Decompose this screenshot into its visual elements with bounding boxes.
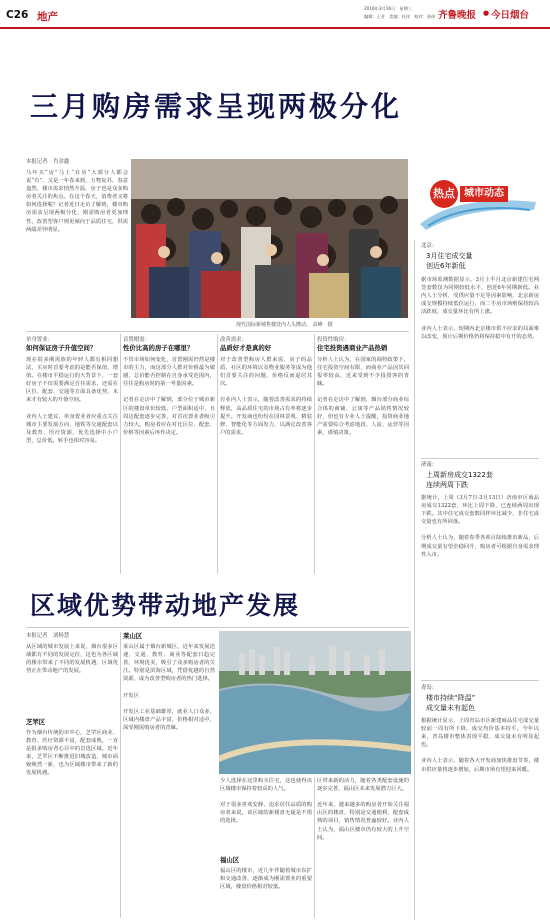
city-news-logo	[418, 176, 538, 232]
col-divider	[314, 334, 315, 574]
coastline-aerial-photo	[219, 631, 411, 774]
sidebar-heading: 楼市持续“降温”	[426, 694, 476, 702]
top-section-rule	[26, 331, 409, 332]
sidebar-rule	[421, 458, 539, 459]
col-divider	[217, 334, 218, 574]
sidebar-city: 青岛：	[421, 685, 438, 691]
sidebar-heading: 创近6年新低	[426, 262, 466, 270]
col-d-body: 分析人士认为，在国家的调控政策下，住宅投资空间有限，而商业产品因其回报率较高，近来受到不少投资客的青睐。 记者在走访中了解到，烟台部分商业综合体的商铺、公寓等产品销售情况较好，但也有专业人士提醒，投资商业地产需要综合考虑地段、人流、运营等因素，谨慎决策。	[317, 357, 409, 436]
col-divider	[120, 632, 121, 918]
masthead-rule	[0, 27, 550, 29]
sidebar-body: 根据统计显示，上周青岛市区新建商品住宅成交量较前一周有所下降，成交均价基本持平。今年以来，青岛楼市整体表现平稳，成交量未有明显起色。 业内人士表示，随着各大开发商加快推盘节奏，楼市供应量将逐步增加，后期市场有望迎来回暖。	[421, 718, 539, 773]
col-d-kicker: 投资性购房：	[317, 337, 350, 343]
col-divider	[120, 334, 121, 574]
logo-mark: 热点	[430, 180, 458, 208]
col-c-body: 对于改善型购房人群来说，房子的品质、社区的环境以及物业服务等成为他们首要关注的问题，价格反而退居其次。 有业内人士表示，随着改善需求的持续释放，高品质住宅的市场占有率将逐步提升。开发商也纷纷在园林景观、精装修、智能化等方面发力，以满足改善客户的需求。	[220, 357, 312, 436]
crowd-illustration	[131, 159, 408, 318]
col-d-heading: 住宅投资遇商业产品热销	[317, 344, 388, 352]
sidebar-divider	[414, 240, 415, 920]
sidebar-rule	[421, 680, 539, 681]
date-line-1: 2016年3月16日 星期三	[364, 6, 412, 11]
col-g-body2: 福山区的楼市，近几年伴随着城市东扩和交通改善，逐渐成为刚需置业的重要区域，楼盘价格相对较低。	[220, 868, 312, 891]
col-a-body: 现在很多刚需族的年轻人都有相同想法，买房时首要考虑的是能否保值、增值。在楼市平稳运行的大背景下，一套好房子不仅需要满足自住需求，还需在区位、配套、交通等方面具备优势，未来才有较大的升值空间。 业内人士建议，单身置业者应重点关注城市主要发展方向、地铁等交通配套以及教育、医疗资源，优先选择中小户型，总价低，转手也相对容易。	[26, 357, 118, 444]
col-e-subhead: 芝罘区	[26, 718, 46, 726]
brand-bullet: ●	[483, 9, 490, 17]
sidebar-heading: 上周新房成交1322套	[426, 471, 493, 479]
sidebar-heading: 3月住宅成交量	[426, 252, 473, 260]
brand-name: 齐鲁晚报	[438, 10, 477, 21]
col-a-kicker: 单身置业：	[26, 337, 53, 343]
col-c-heading: 品质好才是真的好	[220, 344, 272, 352]
col-a-heading: 如何保证房子升值空间？	[26, 344, 97, 352]
col-e-byline: 本报记者 刘杨慧	[26, 633, 70, 639]
sidebar-body: 据统计，上周（3月7日-3月13日）济南市区商品房成交1322套，环比上周下降，已连续两周出现下跌。其中住宅成交套数同样环比减少，非住宅成交量也有所回落。 分析人士认为，随着春季各项目陆续推出新品，后期成交量有望企稳回升，购房者可根据自身需求理性入市。	[421, 495, 539, 558]
sidebar-body: 据市场监测数据显示，3月上半月北京新建住宅网签套数仅为同期较低水平，创近6年同期新低。业内人士分析，受供应量不足等因素影响，北京新房成交规模持续低位运行，而二手房市场则保持较高活跃度，成交量环比有所上涨。 业内人士表示，短期内北京楼市供不应求的局面难以改变，预计后期价格仍将保持稳中有升的态势。	[421, 277, 539, 340]
col-e-intro: 从区域的城市发展上来说，烟台很多区域都有不同的发展定位，这也为各区域的楼市带来了不同的发展机遇，区域优势正在带动地产的发展。	[26, 644, 118, 675]
col-b-heading: 性价比高的房子在哪里？	[123, 344, 194, 352]
sidebar-heading: 连续两周下跌	[426, 481, 468, 489]
col-g-subhead: 福山区	[220, 856, 240, 864]
section-name: 地产	[37, 11, 58, 23]
page-number: C26	[6, 9, 29, 21]
logo-text: 城市动态	[460, 186, 508, 202]
masthead	[0, 0, 550, 30]
col-e-body: 作为烟台传统的市中心，芝罘区商业、教育、医疗资源丰富，配套成熟，一直是很多购房者心目中的首选区域。近年来，芝罘区不断推进旧城改造，城市面貌焕然一新，也为区域楼市带来了新的发展机遇。	[26, 730, 118, 777]
lead-byline: 本报记者 肖余鑫	[26, 159, 70, 165]
col-h-body: 区带来新的活力，随着各类配套设施的逐步完善，福山区未来发展潜力巨大。 近年来，越来越多的购房者开始关注福山区的楼盘，特别是交通便利、配套成熟的项目，销售情况普遍较好。业内人士认为，福山区楼市仍有较大的上升空间。	[317, 778, 409, 841]
lead-body: 马年买“房”马上“有房”大部分人都会说“有”，又是一年春来到，万物复苏，春意盎然，楼市需求悄然升温，房子也是众多购房者关注的焦点。在这个春天，消费者又将如何选择呢？记者近日走访了解到，楼市购房需求呈现两极分化，刚需购房者更加理性，改善型客户则更倾向于品质住宅，供需两端差异明显。	[26, 170, 128, 233]
col-divider	[314, 777, 315, 918]
col-b-body: 不管市场如何变化，首置刚需仍然是楼市的主力，而这部分人群对价格最为敏感，总价能否控制在自身承受范围内，往往是购房时的第一考量因素。 记者在走访中了解到，部分位于城市新区的楼盘单价较低、户型面积适中，且周边配套逐步完善，对首次置业者吸引力较大。购房者应在对比区位、配套、价格等因素后再作决定。	[123, 357, 215, 436]
date-line-2: 编辑：王芳 美编：杜玫 校对：张伟	[364, 14, 436, 19]
col-b-kicker: 首置刚需：	[123, 337, 150, 343]
sidebar-city: 济南：	[421, 462, 438, 468]
sidebar-city: 北京：	[421, 243, 438, 249]
brand-sub: 今日烟台	[491, 10, 530, 21]
col-f-body: 莱山区属于烟台新城区，近年来发展迅速，交通、教育、商业等配套日趋完善，环境优美，吸引了众多购房者的关注。特别是滨海区域，凭借优越的自然资源，成为改善型购房者的热门选择。 开发区 开发区工业基础雄厚，就业人口众多，区域内楼盘产品丰富，价格相对适中，深受刚需购房者的青睐。	[123, 644, 215, 731]
col-c-kicker: 改善需求：	[220, 337, 247, 343]
sidebar-heading: 成交量未有起色	[426, 704, 475, 712]
second-headline: 区域优势带动地产发展	[30, 591, 301, 620]
coastline-illustration	[219, 631, 411, 774]
main-headline: 三月购房需求呈现两极分化	[30, 90, 403, 123]
col-f-subhead: 莱山区	[123, 632, 143, 640]
sales-crowd-photo	[131, 159, 408, 318]
bottom-section-rule	[26, 627, 409, 628]
photo-caption: 现代国际新城售楼处内人头攒动。 高峰 摄	[236, 322, 333, 328]
col-g-body: 少人选择在这里购买住宅，这也使得该区域楼市保持着较高的人气。 对于很多喜欢安静、追求居住品质的购房者来说，该区域的新楼盘无疑是不错的选择。	[220, 778, 312, 825]
